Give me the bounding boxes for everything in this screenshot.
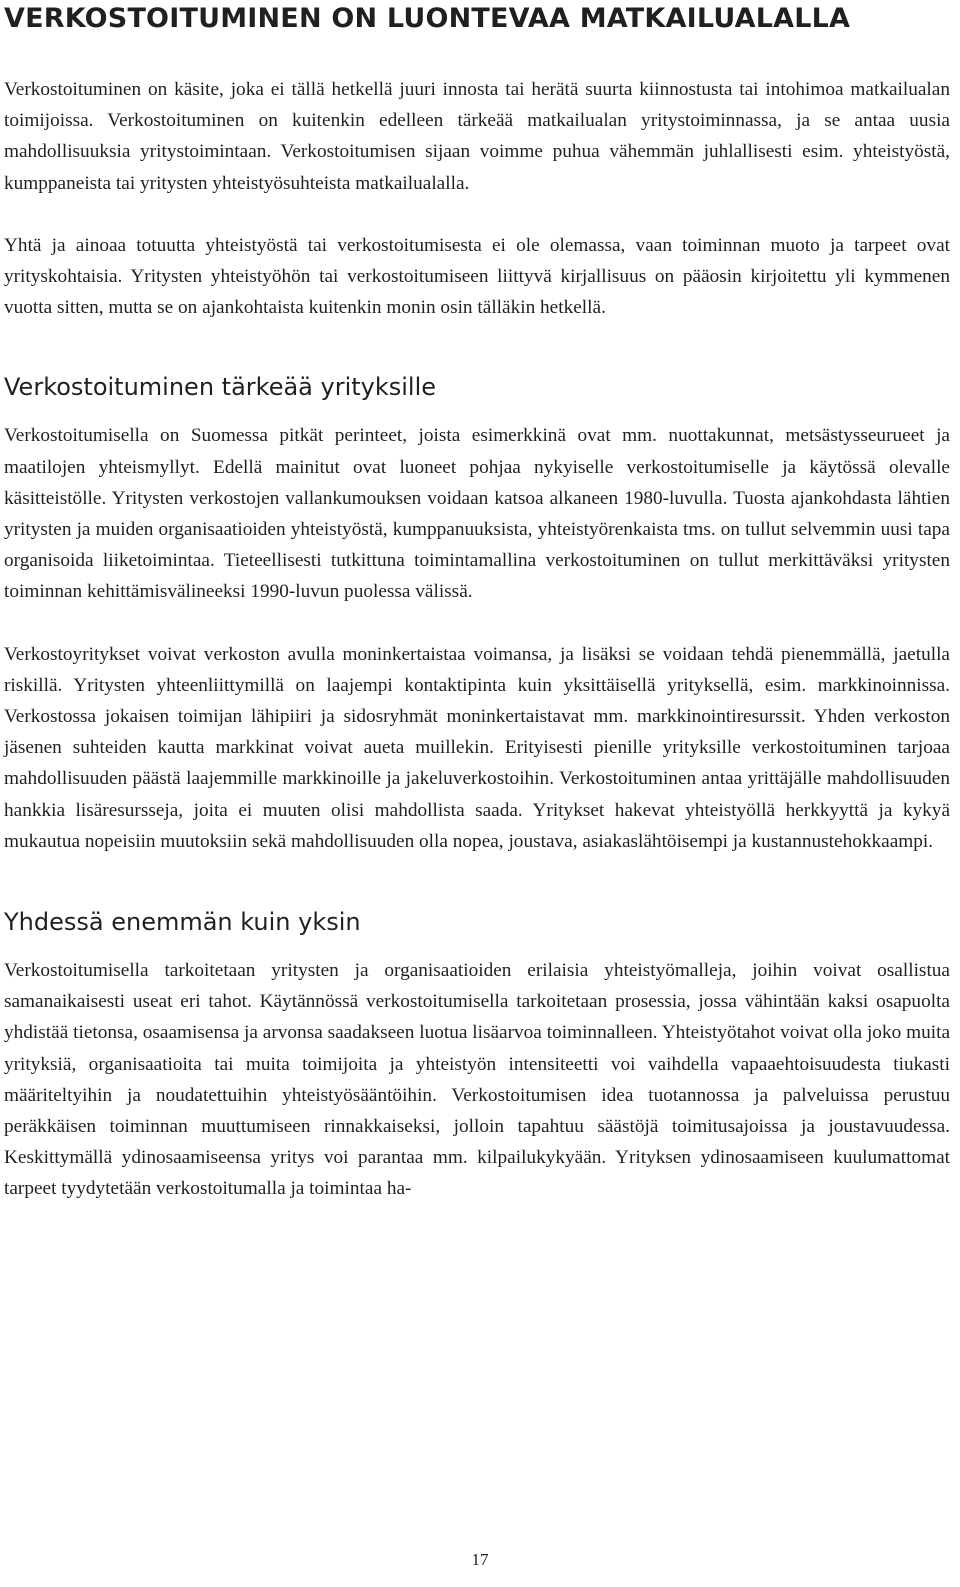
section-1-paragraph-1: Verkostoitumisella on Suomessa pitkät perinteet, joista esimerkkinä ovat mm. nuottakunnat, metsästysseurueet ja maatilojen yhteismyllyt. Edellä mainitut ovat luoneet pohjaa nykyiselle verkostoitumiselle ja käytössä olevalle käsitteistölle. Yritysten verkostojen vallankumouksen voidaan katsoa alkaneen 1980-luvulla. Tuosta ajankohdasta lähtien yritysten ja muiden organisaatioiden yhteistyöstä, kumppanuuksista, yhteistyörenkaista tms. on tullut selvemmin uusi tapa organisoida liiketoimintaa. Tieteellisesti tutkittuna toimintamallina verkostoituminen on tullut merkittäväksi yritysten toiminnan kehittämisvälineeksi 1990-luvun puolessa välissä. [4,425,950,603]
intro-paragraph-2: Yhtä ja ainoaa totuutta yhteistyöstä tai verkostoitumisesta ei ole olemassa, vaan toiminnan muoto ja tarpeet ovat yrityskohtaisia. Yritysten yhteistyöhön tai verkostoitumiseen liittyvä kirjallisuus on pääosin kirjoitettu yli kymmenen vuotta sitten, mutta se on ajankohtaista kuitenkin monin osin tälläkin hetkellä. [4,234,950,319]
page-number: 17 [471,1550,489,1569]
intro-paragraph-1: Verkostoituminen on käsite, joka ei tällä hetkellä juuri innosta tai herätä suurta kiinnostusta tai intohimoa matkailualan toimijoissa. Verkostoituminen on kuitenkin edelleen tärkeää matkailualan yritystoiminnassa, ja se antaa uusia mahdollisuuksia yritystoimintaan. Verkostoitumisen sijaan voimme puhua vähemmän juhlallisesti esim. yhteistyöstä, kumppaneista tai yritysten yhteistyösuhteista matkailualalla. [4,79,950,194]
document-page [4,0,950,1205]
section-2-paragraph-1: Verkostoitumisella tarkoitetaan yritysten ja organisaatioiden erilaisia yhteistyömalleja, joihin voivat osallistua samanaikaisesti useat eri tahot. Käytännössä verkostoitumisella tarkoitetaan prosessia, jossa vähintään kaksi osapuolta yhdistää tietonsa, osaamisensa ja arvonsa saadakseen luotua lisäarvoa toiminnalleen. Yhteistyötahot voivat olla joko muita yrityksiä, organisaatioita tai muita toimijoita ja yhteistyön intensiteetti voi vaihdella vapaaehtoisuudesta tiukasti määriteltyihin ja noudatettuihin yhteistyösääntöihin. Verkostoitumisen idea tuotannossa ja palveluissa perustuu peräkkäisen toiminnan muuttumiseen rinnakkaiseksi, jolloin tapahtuu säästöjä toimitusajoissa ja joustavuudessa. Keskittymällä ydinosaamiseensa yritys voi parantaa mm. kilpailukykyään. Yrityksen ydinosaamiseen kuulumattomat tarpeet tyydytetään verkostoitumalla ja toimintaa ha- [4,960,950,1200]
document-title: VERKOSTOITUMINEN ON LUONTEVAA MATKAILUALALLA [4,3,851,34]
section-heading-1: Verkostoituminen tärkeää yrityksille [4,373,437,402]
section-heading-2: Yhdessä enemmän kuin yksin [4,908,361,937]
section-1-paragraph-2: Verkostoyritykset voivat verkoston avulla moninkertaistaa voimansa, ja lisäksi se voidaan tehdä pienemmällä, jaetulla riskillä. Yritysten yhteenliittymillä on laajempi kontaktipinta kuin yksittäisellä yrityksellä, esim. markkinoinnissa. Verkostossa jokaisen toimijan lähipiiri ja sidosryhmät moninkertaistavat mm. markkinointiresurssit. Yhden verkoston jäsenen suhteiden kautta markkinat voivat aueta muillekin. Erityisesti pienille yrityksille verkostoituminen tarjoaa mahdollisuuden päästä laajemmille markkinoille ja jakeluverkostoihin. Verkostoituminen antaa yrittäjälle mahdollisuuden hankkia lisäresursseja, joita ei muuten olisi mahdollista saada. Yritykset hakevat yhteistyöllä herkkyyttä ja kykyä mukautua nopeisiin muutoksiin sekä mahdollisuuden olla nopea, joustava, asiakaslähtöisempi ja kustannustehokkaampi. [4,643,950,852]
